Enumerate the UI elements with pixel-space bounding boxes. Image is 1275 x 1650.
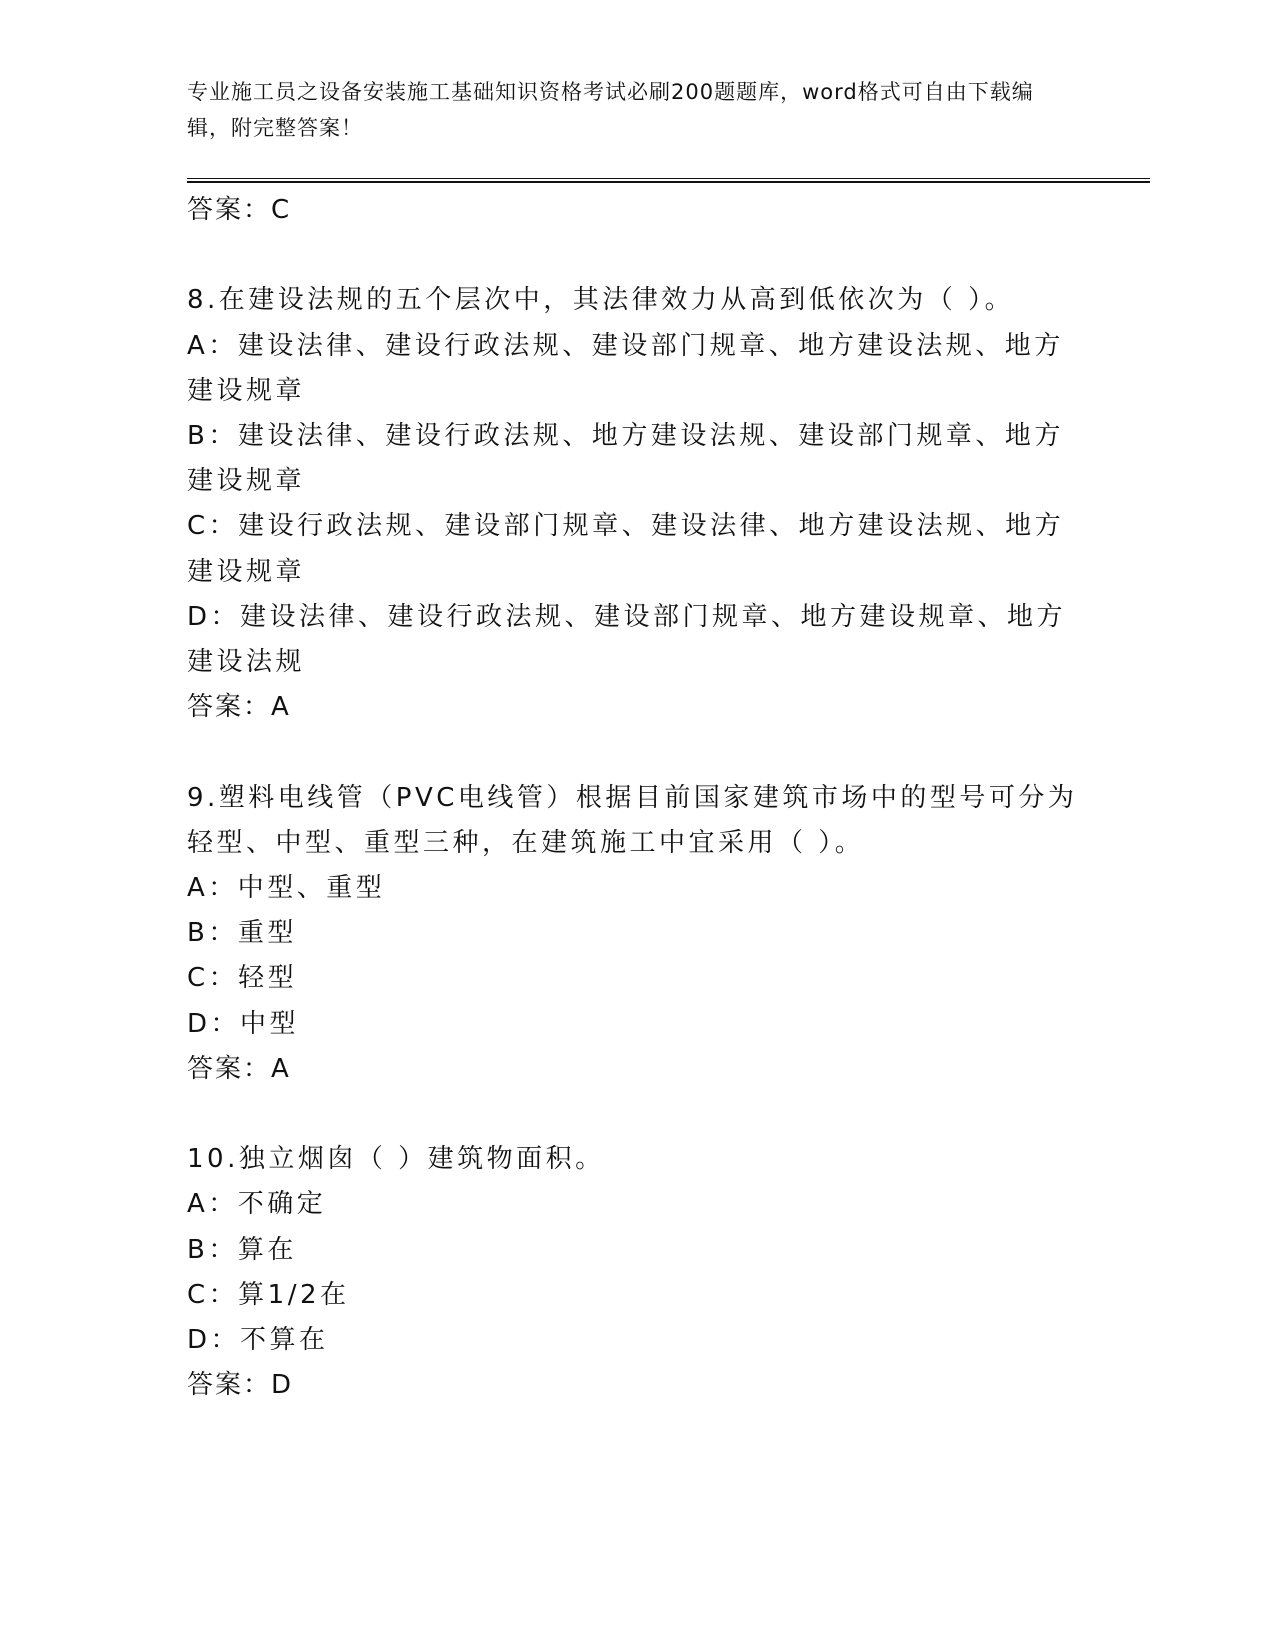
option-d: D：建设法律、建设行政法规、建设部门规章、地方建设规章、地方建设法规 (187, 601, 1067, 678)
option-b: B：重型 (187, 918, 297, 949)
answer: 答案：D (187, 1370, 294, 1401)
answer: 答案：A (187, 1053, 291, 1084)
header-divider (187, 178, 1150, 183)
option-a: A：中型、重型 (187, 873, 386, 904)
option-c: C：轻型 (187, 963, 298, 994)
question-10 (187, 1137, 1092, 1408)
question-stem: 8.在建设法规的五个层次中，其法律效力从高到低依次为（ ）。 (187, 285, 1015, 316)
option-a: A：建设法律、建设行政法规、建设部门规章、地方建设法规、地方建设规章 (187, 330, 1064, 406)
option-c: C：建设行政法规、建设部门规章、建设法律、地方建设法规、地方建设规章 (187, 511, 1065, 587)
option-d: D：中型 (187, 1008, 300, 1039)
document-header: 专业施工员之设备安装施工基础知识资格考试必刷200题题库，word格式可自由下载编辑，附完整答案！ (187, 80, 1034, 140)
question-stem: 9.塑料电线管（PVC电线管）根据目前国家建筑市场中的型号可分为轻型、中型、重型三种，在建筑施工中宜采用（ ）。 (187, 782, 1078, 858)
question-stem: 10.独立烟囱（ ）建筑物面积。 (187, 1144, 605, 1175)
option-a: A：不确定 (187, 1189, 327, 1220)
spacer (187, 233, 1092, 278)
option-b: B：建设法律、建设行政法规、地方建设法规、建设部门规章、地方建设规章 (187, 421, 1064, 497)
option-c: C：算1/2在 (187, 1279, 350, 1310)
option-d: D：不算在 (187, 1325, 329, 1356)
question-9 (187, 776, 1092, 1092)
spacer (187, 1092, 1092, 1137)
option-b: B：算在 (187, 1234, 297, 1265)
answer: 答案：A (187, 692, 291, 723)
spacer (187, 730, 1092, 775)
question-list (187, 188, 1092, 1408)
question-8 (187, 278, 1092, 730)
previous-answer: 答案：C (187, 195, 292, 225)
